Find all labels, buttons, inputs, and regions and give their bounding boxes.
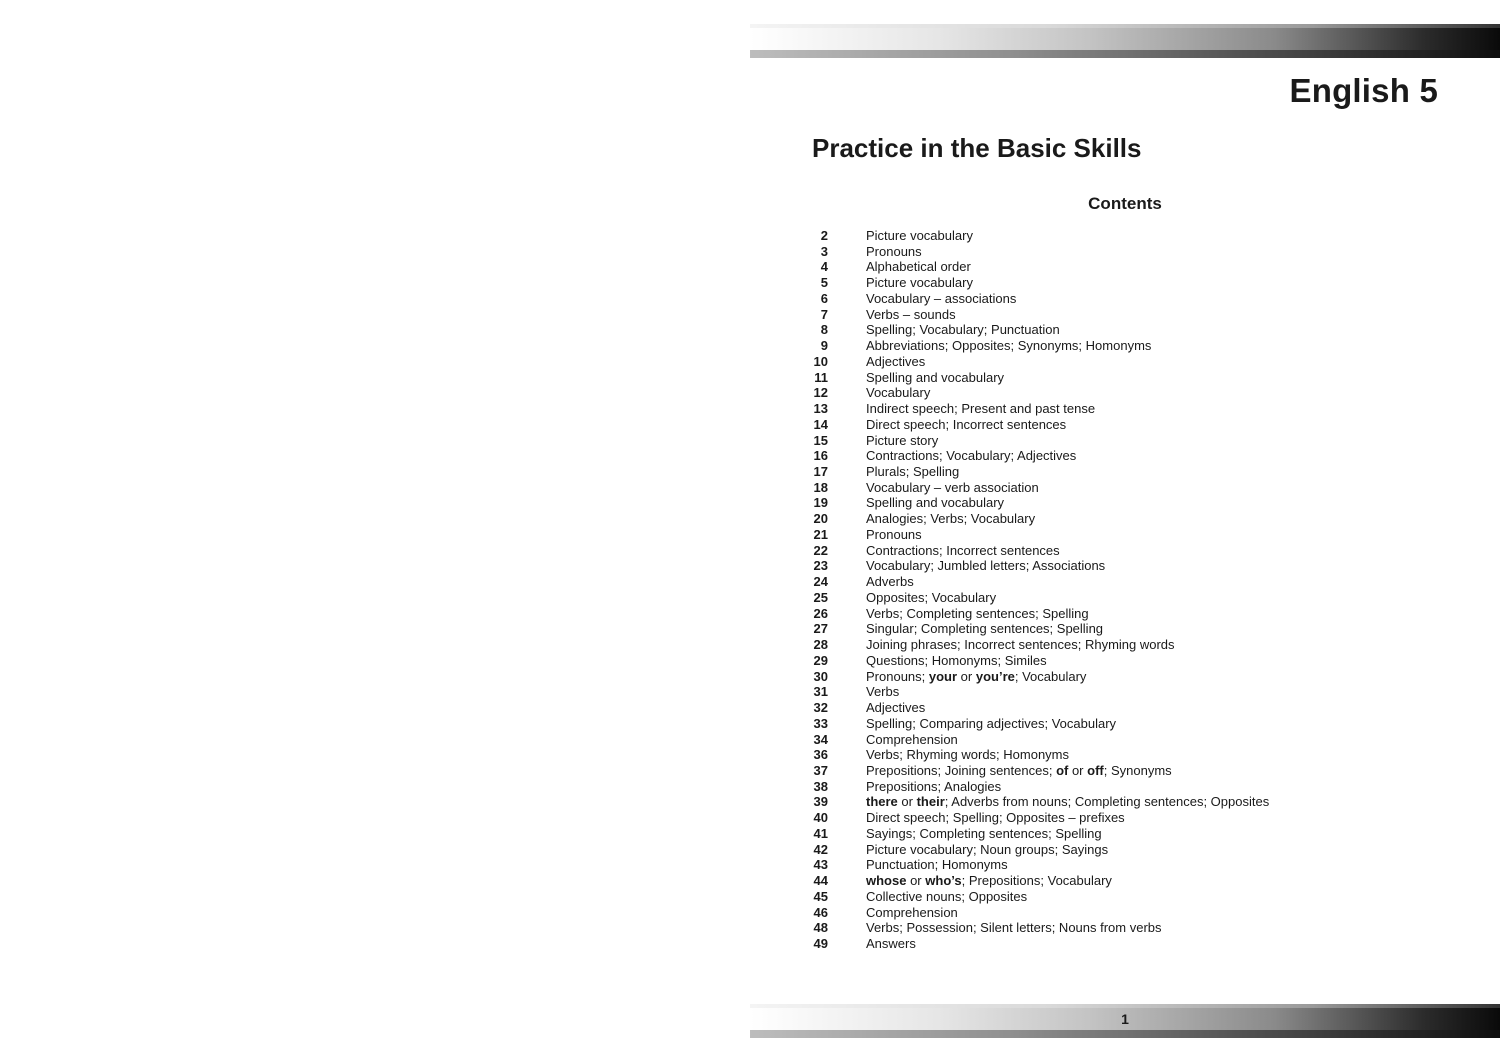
contents-entry-page-number: 8 — [820, 322, 828, 338]
contents-entry-page-number: 3 — [820, 243, 828, 259]
contents-entry-text: Prepositions; Analogies — [866, 778, 1002, 794]
contents-entry-page-number: 22 — [813, 542, 828, 558]
contents-entry-topics — [866, 464, 959, 480]
contents-entry-topics — [866, 370, 1004, 386]
contents-entry — [812, 338, 1452, 354]
contents-entry-text: Picture vocabulary — [866, 275, 973, 291]
contents-entry-text: Pronouns — [866, 243, 922, 259]
contents-entry-text: Vocabulary – verb association — [866, 479, 1039, 495]
contents-entry-topics — [866, 558, 1105, 574]
contents-entry-text: ; Adverbs from nouns; Completing sentences; Opposites — [944, 794, 1270, 810]
contents-entry-topics — [866, 873, 1112, 889]
header-band-shadow — [750, 50, 1500, 58]
contents-entry-topics — [866, 448, 1076, 464]
contents-entry-page-number: 23 — [813, 558, 828, 574]
contents-entry-topics — [866, 385, 930, 401]
contents-entry-topics — [866, 291, 1016, 307]
contents-entry — [812, 259, 1452, 275]
contents-entry — [812, 244, 1452, 260]
contents-entry-topics — [866, 338, 1151, 354]
contents-entry — [812, 433, 1452, 449]
contents-entry-text: Spelling; Comparing adjectives; Vocabulary — [866, 715, 1117, 731]
contents-entry-text: Joining phrases; Incorrect sentences; Rhyming words — [866, 637, 1175, 653]
contents-entry-topics — [866, 889, 1027, 905]
contents-entry — [812, 826, 1452, 842]
contents-entry-page-number: 37 — [813, 762, 828, 778]
contents-entry — [812, 621, 1452, 637]
contents-entry-page-number: 24 — [813, 574, 828, 590]
contents-entry-topics — [866, 259, 971, 275]
contents-entry-text: Adverbs — [866, 574, 914, 590]
contents-entry — [812, 936, 1452, 952]
contents-entry-topics — [866, 684, 899, 700]
contents-entry-text: Picture vocabulary — [866, 228, 973, 243]
contents-entry-text: Adjectives — [866, 700, 926, 716]
contents-entry-text: Vocabulary – associations — [866, 290, 1017, 306]
contents-entry-page-number: 33 — [813, 715, 828, 731]
contents-entry-topics — [866, 322, 1060, 338]
contents-entry — [812, 275, 1452, 291]
contents-entry-page-number: 34 — [813, 731, 828, 747]
contents-entry — [812, 558, 1452, 574]
contents-entry-topics — [866, 653, 1047, 669]
contents-entry-page-number: 6 — [820, 290, 828, 306]
table-of-contents — [812, 228, 1452, 952]
contents-entry-text: Abbreviations; Opposites; Synonyms; Homonyms — [866, 338, 1152, 354]
contents-entry-topics — [866, 574, 914, 590]
contents-entry — [812, 810, 1452, 826]
contents-entry-text: Pronouns; — [866, 668, 929, 684]
contents-entry — [812, 464, 1452, 480]
contents-entry-text: or — [897, 794, 917, 810]
contents-entry-topics — [866, 228, 973, 244]
contents-entry-text: Prepositions; Joining sentences; — [866, 762, 1057, 778]
header-gradient-band — [750, 24, 1500, 64]
contents-entry — [812, 763, 1452, 779]
contents-entry-text: Spelling and vocabulary — [866, 495, 1005, 511]
contents-entry-page-number: 26 — [813, 605, 828, 621]
header-band-main — [750, 28, 1500, 50]
contents-entry-topics — [866, 747, 1069, 763]
contents-entry — [812, 543, 1452, 559]
contents-entry-page-number: 16 — [813, 448, 828, 464]
contents-entry-page-number: 12 — [813, 385, 828, 401]
contents-entry-page-number: 31 — [813, 684, 828, 700]
contents-entry-text: Spelling and vocabulary — [866, 369, 1005, 385]
contents-entry-keyword: whose — [866, 873, 907, 889]
contents-entry-text: Alphabetical order — [866, 259, 971, 275]
contents-entry-text: Direct speech; Spelling; Opposites – prefixes — [866, 810, 1125, 826]
contents-entry-text: Sayings; Completing sentences; Spelling — [866, 825, 1102, 841]
contents-entry-text: Collective nouns; Opposites — [866, 888, 1028, 904]
book-title: English 5 — [1289, 72, 1438, 109]
contents-entry-keyword: their — [916, 794, 945, 810]
contents-entry-text: Indirect speech; Present and past tense — [866, 401, 1096, 417]
contents-entry-topics — [866, 732, 958, 748]
contents-entry-page-number: 43 — [813, 857, 828, 873]
contents-entry-topics — [866, 354, 925, 370]
contents-entry-topics — [866, 842, 1108, 858]
contents-entry-topics — [866, 700, 925, 716]
contents-entry-text: Vocabulary — [866, 385, 931, 401]
contents-entry-topics — [866, 637, 1175, 653]
contents-entry-text: Plurals; Spelling — [866, 464, 960, 480]
contents-entry-text: Comprehension — [866, 904, 958, 920]
contents-entry-topics — [866, 936, 916, 952]
contents-entry — [812, 747, 1452, 763]
contents-entry-text: Verbs; Rhyming words; Homonyms — [866, 747, 1070, 763]
contents-entry-topics — [866, 920, 1162, 936]
contents-entry — [812, 574, 1452, 590]
contents-entry-page-number: 25 — [813, 589, 828, 605]
contents-entry-text: Contractions; Incorrect sentences — [866, 542, 1060, 558]
contents-entry-text: Questions; Homonyms; Similes — [866, 652, 1047, 668]
contents-entry-page-number: 38 — [813, 778, 828, 794]
contents-entry — [812, 669, 1452, 685]
contents-entry-page-number: 36 — [813, 747, 828, 763]
contents-entry — [812, 637, 1452, 653]
contents-entry-page-number: 39 — [813, 794, 828, 810]
contents-entry-page-number: 41 — [813, 825, 828, 841]
contents-entry-topics — [866, 417, 1066, 433]
contents-entry-topics — [866, 826, 1102, 842]
footer-band-shadow — [750, 1030, 1500, 1038]
contents-entry — [812, 920, 1452, 936]
contents-page — [750, 0, 1500, 1061]
contents-entry-text: Comprehension — [866, 731, 958, 747]
contents-entry — [812, 228, 1452, 244]
contents-entry-text: Opposites; Vocabulary — [866, 589, 997, 605]
contents-entry-keyword: you’re — [975, 668, 1015, 684]
contents-entry-text: Verbs — [866, 684, 900, 700]
contents-entry-page-number: 9 — [820, 338, 828, 354]
contents-entry-text: Punctuation; Homonyms — [866, 857, 1008, 873]
contents-entry-page-number: 48 — [813, 920, 828, 936]
contents-entry-page-number: 45 — [813, 888, 828, 904]
contents-entry-topics — [866, 527, 922, 543]
contents-entry-page-number: 20 — [813, 511, 828, 527]
contents-entry-page-number: 28 — [813, 637, 828, 653]
contents-entry-topics — [866, 495, 1004, 511]
contents-entry — [812, 732, 1452, 748]
contents-entry-text: or — [1068, 762, 1088, 778]
contents-entry-topics — [866, 810, 1125, 826]
contents-entry-page-number: 11 — [814, 369, 828, 385]
contents-entry-topics — [866, 763, 1172, 779]
contents-heading: Contents — [1088, 194, 1162, 213]
contents-entry-topics — [866, 511, 1035, 527]
contents-entry-page-number: 30 — [813, 668, 828, 684]
contents-entry-text: Spelling; Vocabulary; Punctuation — [866, 322, 1060, 338]
contents-entry-text: Vocabulary; Jumbled letters; Associations — [866, 558, 1106, 574]
contents-entry — [812, 401, 1452, 417]
contents-entry-page-number: 15 — [813, 432, 828, 448]
contents-entry-topics — [866, 857, 1008, 873]
contents-entry-topics — [866, 606, 1089, 622]
contents-entry — [812, 842, 1452, 858]
contents-entry-text: or — [906, 873, 926, 889]
contents-entry-topics — [866, 275, 973, 291]
contents-entry — [812, 322, 1452, 338]
contents-entry-page-number: 21 — [813, 526, 828, 542]
contents-entry — [812, 779, 1452, 795]
contents-entry-keyword: of — [1056, 762, 1069, 778]
page-number: 1 — [1121, 1011, 1129, 1027]
contents-entry-page-number: 18 — [813, 479, 828, 495]
contents-entry — [812, 480, 1452, 496]
contents-entry-topics — [866, 480, 1039, 496]
contents-entry-text: Picture vocabulary; Noun groups; Sayings — [866, 841, 1109, 857]
contents-entry — [812, 370, 1452, 386]
contents-entry-text: Verbs; Possession; Silent letters; Nouns from verbs — [866, 920, 1162, 936]
contents-entry-page-number: 2 — [820, 228, 828, 243]
contents-entry-topics — [866, 905, 958, 921]
contents-entry — [812, 700, 1452, 716]
contents-entry — [812, 905, 1452, 921]
contents-entry-page-number: 29 — [813, 652, 828, 668]
contents-entry-page-number: 13 — [813, 401, 828, 417]
contents-entry-keyword: your — [928, 668, 958, 684]
contents-entry-text: Pronouns — [866, 526, 922, 542]
contents-entry-text: Picture story — [866, 432, 939, 448]
contents-entry-topics — [866, 433, 938, 449]
contents-entry-page-number: 46 — [813, 904, 828, 920]
contents-entry-page-number: 27 — [813, 621, 828, 637]
contents-entry — [812, 385, 1452, 401]
contents-entry-text: Answers — [866, 936, 916, 952]
contents-entry-topics — [866, 244, 922, 260]
contents-entry-keyword: off — [1087, 762, 1104, 778]
contents-entry-page-number: 42 — [813, 841, 828, 857]
contents-entry — [812, 794, 1452, 810]
contents-entry-page-number: 17 — [813, 464, 828, 480]
contents-entry-text: or — [957, 668, 976, 684]
contents-entry — [812, 354, 1452, 370]
contents-entry-topics — [866, 794, 1269, 810]
contents-entry-page-number: 32 — [813, 700, 828, 716]
contents-entry-topics — [866, 779, 1001, 795]
contents-entry-text: ; Vocabulary — [1014, 668, 1087, 684]
contents-entry-text: Verbs; Completing sentences; Spelling — [866, 605, 1089, 621]
contents-entry — [812, 889, 1452, 905]
contents-entry-topics — [866, 621, 1103, 637]
contents-entry-text: Singular; Completing sentences; Spelling — [866, 621, 1104, 637]
contents-entry-page-number: 14 — [813, 416, 828, 432]
contents-entry-keyword: who’s — [925, 873, 962, 889]
contents-entry-keyword: there — [866, 794, 898, 810]
contents-entry-page-number: 49 — [813, 936, 828, 952]
contents-entry-text: Verbs – sounds — [866, 306, 956, 322]
contents-entry-topics — [866, 716, 1116, 732]
contents-entry — [812, 511, 1452, 527]
contents-entry — [812, 873, 1452, 889]
contents-entry — [812, 590, 1452, 606]
contents-entry — [812, 448, 1452, 464]
contents-entry — [812, 653, 1452, 669]
contents-entry-page-number: 10 — [813, 353, 828, 369]
contents-entry-topics — [866, 590, 996, 606]
contents-entry-page-number: 5 — [820, 275, 828, 291]
contents-entry-text: Adjectives — [866, 353, 926, 369]
contents-entry — [812, 307, 1452, 323]
contents-entry — [812, 716, 1452, 732]
contents-entry-page-number: 19 — [813, 495, 828, 511]
contents-entry-text: Direct speech; Incorrect sentences — [866, 416, 1067, 432]
contents-entry — [812, 606, 1452, 622]
contents-entry-text: Analogies; Verbs; Vocabulary — [866, 511, 1036, 527]
contents-entry-page-number: 4 — [820, 259, 828, 275]
contents-entry-topics — [866, 669, 1086, 685]
contents-entry — [812, 417, 1452, 433]
contents-entry-page-number: 40 — [813, 810, 828, 826]
contents-entry-page-number: 7 — [820, 306, 828, 322]
contents-entry-topics — [866, 401, 1095, 417]
contents-entry — [812, 684, 1452, 700]
contents-entry-text: ; Prepositions; Vocabulary — [961, 873, 1112, 889]
book-subtitle: Practice in the Basic Skills — [812, 133, 1142, 163]
contents-entry-page-number: 44 — [813, 873, 828, 889]
contents-entry-topics — [866, 543, 1060, 559]
contents-entry-topics — [866, 307, 956, 323]
contents-entry-text: ; Synonyms — [1103, 762, 1172, 778]
contents-entry — [812, 527, 1452, 543]
contents-entry-text: Contractions; Vocabulary; Adjectives — [866, 448, 1077, 464]
contents-entry — [812, 857, 1452, 873]
contents-entry — [812, 495, 1452, 511]
contents-entry — [812, 291, 1452, 307]
